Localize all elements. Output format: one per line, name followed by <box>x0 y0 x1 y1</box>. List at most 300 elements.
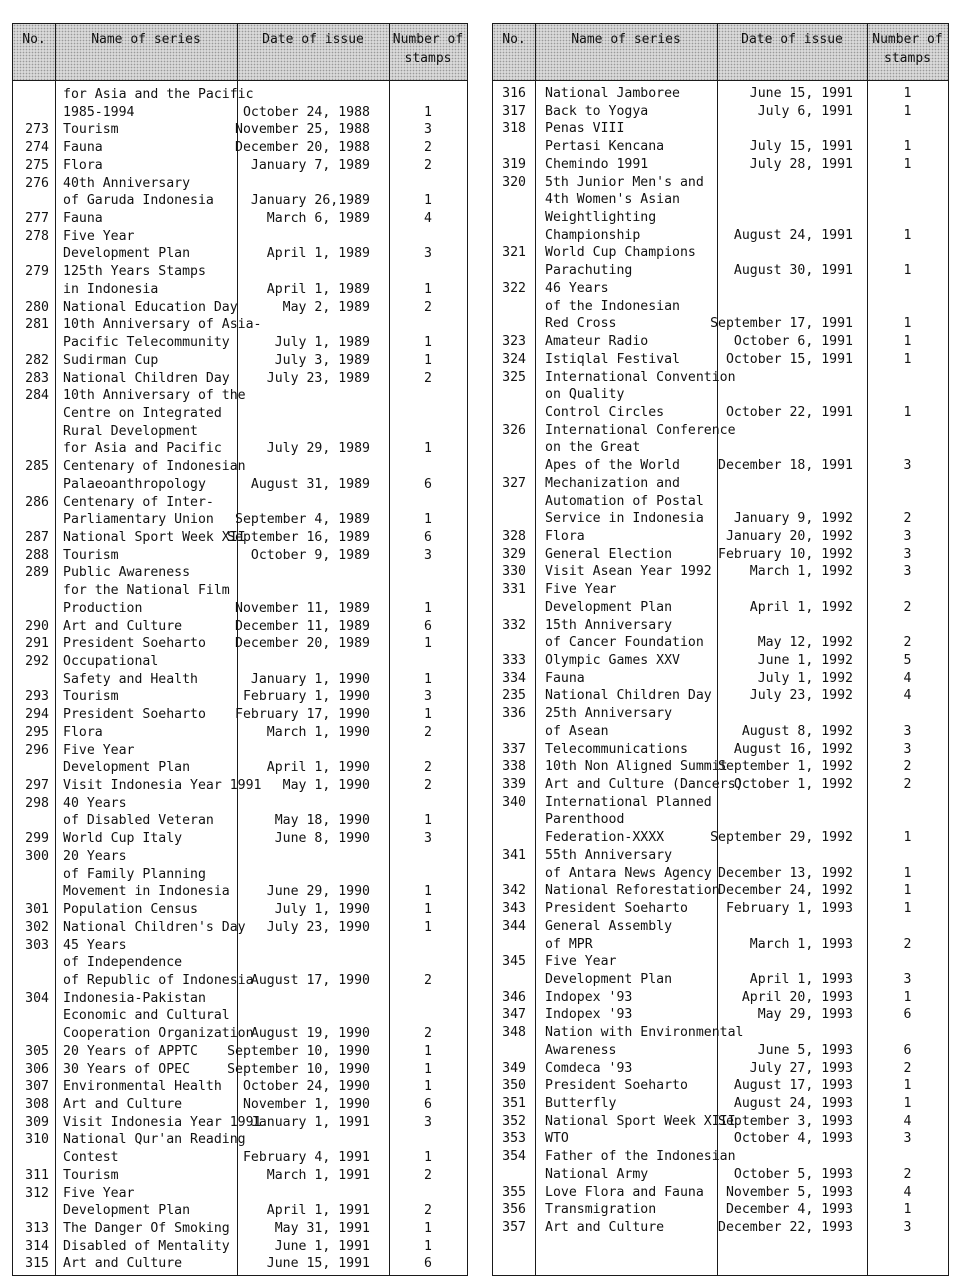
cell-stamp-count: 6 <box>424 529 432 545</box>
table-row <box>13 795 467 813</box>
table-row <box>13 600 467 618</box>
cell-number: 310 <box>25 1132 49 1148</box>
table-row <box>493 174 948 192</box>
cell-stamp-count: 2 <box>903 777 912 793</box>
table-row <box>13 423 467 441</box>
cell-stamp-count: 3 <box>424 246 432 262</box>
cell-series-name: on the Great <box>545 440 641 456</box>
cell-date-of-issue: April 1, 1989 <box>266 246 370 262</box>
cell-series-name: 25th Anniversary <box>545 706 673 722</box>
cell-date-of-issue: May 18, 1990 <box>274 813 370 829</box>
table-row <box>13 370 467 388</box>
cell-series-name: 10th Non Aligned Summit <box>545 759 728 775</box>
cell-date-of-issue: March 1, 1991 <box>266 1167 370 1183</box>
cell-stamp-count: 2 <box>424 760 432 776</box>
cell-date-of-issue: July 3, 1989 <box>274 352 370 368</box>
table-row <box>13 1114 467 1132</box>
cell-date-of-issue: July 6, 1991 <box>757 103 853 119</box>
table-row <box>493 1095 948 1113</box>
cell-date-of-issue: December 18, 1991 <box>718 458 853 474</box>
cell-series-name: National Army <box>545 1166 649 1182</box>
cell-date-of-issue: October 9, 1989 <box>250 547 370 563</box>
cell-stamp-count: 2 <box>424 778 432 794</box>
cell-number: 276 <box>25 175 49 191</box>
cell-series-name: Istiqlal Festival <box>545 351 680 367</box>
cell-date-of-issue: September 1, 1992 <box>718 759 853 775</box>
cell-stamp-count: 2 <box>903 936 912 952</box>
cell-series-name: National Children Day <box>63 370 230 386</box>
cell-number: 235 <box>502 688 526 704</box>
cell-stamp-count: 2 <box>424 1203 432 1219</box>
cell-date-of-issue: April 1, 1992 <box>749 599 853 615</box>
cell-number: 333 <box>502 653 526 668</box>
cell-date-of-issue: August 19, 1990 <box>250 1026 370 1042</box>
cell-series-name: Visit Indonesia Year 1991 <box>63 1114 262 1130</box>
cell-series-name: Development Plan <box>63 760 191 776</box>
cell-stamp-count: 3 <box>903 741 912 757</box>
cell-stamp-count: 1 <box>903 901 912 917</box>
cell-number: 301 <box>25 902 49 918</box>
cell-series-name: President Soeharto <box>63 636 206 652</box>
cell-date-of-issue: July 23, 1992 <box>749 688 853 704</box>
table-row <box>13 210 467 228</box>
cell-series-name: 10th Anniversary of the <box>63 388 246 404</box>
table-row <box>13 352 467 370</box>
cell-series-name: Development Plan <box>63 246 191 262</box>
cell-series-name: Flora <box>545 528 585 544</box>
cell-series-name: Safety and Health <box>63 671 198 687</box>
table-row <box>13 547 467 565</box>
cell-series-name: Fauna <box>545 670 585 686</box>
cell-series-name: Production <box>63 600 143 616</box>
cell-number: 299 <box>25 831 49 847</box>
cell-stamp-count: 1 <box>903 865 912 881</box>
cell-number: 325 <box>502 369 526 385</box>
cell-number: 317 <box>502 103 526 119</box>
table-row <box>13 688 467 706</box>
cell-number: 302 <box>25 919 49 935</box>
table-row <box>493 1024 948 1042</box>
cell-date-of-issue: September 4, 1989 <box>235 512 370 528</box>
table-row <box>13 1131 467 1149</box>
table-row <box>13 281 467 299</box>
cell-stamp-count: 1 <box>903 1078 912 1094</box>
cell-date-of-issue: December 13, 1992 <box>718 865 853 881</box>
cell-series-name: 45 Years <box>63 937 127 953</box>
cell-number: 330 <box>502 564 526 580</box>
cell-date-of-issue: July 1, 1992 <box>757 670 853 686</box>
cell-series-name: Visit Indonesia Year 1991 <box>63 778 262 794</box>
cell-series-name: National Children's Day <box>63 919 246 935</box>
cell-series-name: Centre on Integrated <box>63 405 222 421</box>
table-row <box>493 1042 948 1060</box>
cell-number: 306 <box>25 1061 49 1077</box>
table-row <box>13 1007 467 1025</box>
cell-stamp-count: 1 <box>903 351 912 367</box>
table-row <box>493 298 948 316</box>
header-no: No. <box>502 32 526 47</box>
cell-number: 279 <box>25 264 49 280</box>
table-row <box>493 209 948 227</box>
cell-number: 357 <box>502 1220 526 1235</box>
cell-date-of-issue: August 24, 1991 <box>733 227 853 243</box>
cell-series-name: Olympic Games XXV <box>545 653 680 668</box>
cell-series-name: Centenary of Inter- <box>63 494 214 510</box>
header-number-of-stamps: Number of stamps <box>872 32 943 66</box>
cell-series-name: Indopex '93 <box>545 989 633 1005</box>
cell-stamp-count: 3 <box>424 689 432 705</box>
cell-date-of-issue: July 27, 1993 <box>749 1060 853 1076</box>
cell-stamp-count: 1 <box>903 139 912 155</box>
cell-stamp-count: 2 <box>903 511 912 527</box>
cell-number: 305 <box>25 1043 49 1059</box>
table-row <box>13 175 467 193</box>
table-row <box>13 299 467 317</box>
cell-stamp-count: 2 <box>424 1167 432 1183</box>
cell-stamp-count: 1 <box>424 1150 432 1166</box>
cell-series-name: of Cancer Foundation <box>545 635 704 651</box>
cell-number: 344 <box>502 918 526 934</box>
cell-series-name: Butterfly <box>545 1095 617 1111</box>
cell-date-of-issue: August 31, 1989 <box>250 476 370 492</box>
cell-stamp-count: 1 <box>903 263 912 279</box>
table-row <box>13 334 467 352</box>
table-row <box>493 1077 948 1095</box>
cell-series-name: 15th Anniversary <box>545 617 673 633</box>
cell-series-name: Five Year <box>63 1185 135 1201</box>
table-row <box>493 989 948 1007</box>
cell-date-of-issue: March 1, 1990 <box>266 724 370 740</box>
table-row <box>493 953 948 971</box>
cell-date-of-issue: December 20, 1989 <box>235 636 370 652</box>
cell-date-of-issue: August 30, 1991 <box>733 263 853 279</box>
cell-stamp-count: 1 <box>903 156 912 172</box>
table-row <box>493 971 948 989</box>
cell-stamp-count: 1 <box>903 1095 912 1111</box>
table-row <box>493 333 948 351</box>
cell-series-name: Art and Culture <box>63 1096 183 1112</box>
cell-series-name: Parachuting <box>545 263 633 279</box>
cell-stamp-count: 3 <box>424 1114 432 1130</box>
cell-series-name: 4th Women's Asian <box>545 192 680 208</box>
cell-date-of-issue: January 20, 1992 <box>725 528 853 544</box>
table-row <box>493 741 948 759</box>
cell-stamp-count: 3 <box>903 458 912 474</box>
cell-stamp-count: 5 <box>903 653 912 668</box>
cell-series-name: 5th Junior Men's and <box>545 174 704 190</box>
cell-series-name: of Antara News Agency <box>545 865 712 881</box>
cell-date-of-issue: April 20, 1993 <box>741 989 853 1005</box>
cell-number: 355 <box>502 1184 526 1200</box>
cell-series-name: Fauna <box>63 140 103 156</box>
table-row <box>493 882 948 900</box>
cell-series-name: 40 Years <box>63 795 127 811</box>
cell-date-of-issue: February 10, 1992 <box>718 546 853 562</box>
cell-series-name: Tourism <box>63 689 119 705</box>
cell-number: 323 <box>502 334 526 350</box>
header-date-of-issue: Date of issue <box>741 32 843 47</box>
cell-number: 338 <box>502 759 526 775</box>
cell-date-of-issue: December 24, 1992 <box>718 883 853 899</box>
cell-series-name: Development Plan <box>63 1203 191 1219</box>
table-row <box>493 936 948 954</box>
cell-series-name: Parliamentary Union <box>63 512 214 528</box>
cell-date-of-issue: October 22, 1991 <box>725 404 853 420</box>
cell-number: 351 <box>502 1095 526 1111</box>
cell-stamp-count: 1 <box>424 671 432 687</box>
cell-date-of-issue: August 24, 1993 <box>733 1095 853 1111</box>
cell-date-of-issue: June 1, 1992 <box>757 653 853 668</box>
cell-series-name: Indonesia-Pakistan <box>63 990 206 1006</box>
cell-series-name: 1985-1994 <box>63 104 135 120</box>
cell-series-name: in Indonesia <box>63 281 159 297</box>
table-row <box>13 1238 467 1256</box>
cell-number: 307 <box>25 1079 49 1095</box>
table-row <box>493 510 948 528</box>
cell-number: 336 <box>502 706 526 722</box>
table-row <box>13 1255 467 1273</box>
cell-number: 292 <box>25 654 49 669</box>
table-row <box>493 794 948 812</box>
cell-date-of-issue: June 8, 1990 <box>274 831 370 847</box>
cell-series-name: World Cup Italy <box>63 831 183 847</box>
cell-series-name: Five Year <box>545 582 617 598</box>
cell-number: 343 <box>502 901 526 917</box>
cell-number: 280 <box>25 299 49 315</box>
cell-date-of-issue: September 10, 1990 <box>227 1061 370 1077</box>
cell-date-of-issue: December 11, 1989 <box>235 618 370 634</box>
cell-series-name: for Asia and the Pacific <box>63 87 254 102</box>
table-row <box>13 954 467 972</box>
cell-date-of-issue: September 29, 1992 <box>710 830 853 846</box>
cell-date-of-issue: October 15, 1991 <box>725 351 853 367</box>
cell-date-of-issue: January 7, 1989 <box>250 157 370 173</box>
cell-date-of-issue: May 29, 1993 <box>757 1007 853 1023</box>
cell-number: 312 <box>25 1185 49 1201</box>
cell-stamp-count: 6 <box>424 1256 432 1272</box>
cell-number: 329 <box>502 546 526 562</box>
cell-series-name: Population Census <box>63 902 198 918</box>
cell-date-of-issue: September 3, 1993 <box>718 1113 853 1129</box>
cell-number: 340 <box>502 794 526 810</box>
cell-date-of-issue: September 16, 1989 <box>227 529 370 545</box>
table-row <box>493 599 948 617</box>
cell-series-name: World Cup Champions <box>545 245 696 261</box>
cell-stamp-count: 3 <box>903 564 912 580</box>
cell-series-name: Contest <box>63 1150 119 1166</box>
cell-series-name: of Republic of Indonesia <box>63 972 254 988</box>
table-row <box>493 457 948 475</box>
cell-stamp-count: 1 <box>903 883 912 899</box>
table-row <box>493 351 948 369</box>
cell-stamp-count: 4 <box>424 211 432 227</box>
cell-stamp-count: 1 <box>424 1221 432 1236</box>
stamp-series-table-right <box>492 23 949 1276</box>
cell-number: 318 <box>502 121 526 137</box>
cell-date-of-issue: October 6, 1991 <box>733 334 853 350</box>
cell-series-name: 10th Anniversary of Asia- <box>63 317 262 333</box>
cell-stamp-count: 3 <box>903 723 912 739</box>
cell-series-name: Art and Culture <box>545 1220 665 1235</box>
cell-date-of-issue: October 5, 1993 <box>733 1166 853 1182</box>
table-row <box>493 652 948 670</box>
cell-number: 316 <box>502 86 526 101</box>
cell-date-of-issue: March 1, 1993 <box>749 936 853 952</box>
table-row <box>493 422 948 440</box>
table-row <box>13 1043 467 1061</box>
cell-date-of-issue: July 1, 1990 <box>274 902 370 918</box>
cell-series-name: Rural Development <box>63 423 198 439</box>
table-row <box>13 901 467 919</box>
cell-stamp-count: 6 <box>903 1007 912 1023</box>
cell-date-of-issue: November 1, 1990 <box>242 1096 370 1112</box>
cell-series-name: 40th Anniversary <box>63 175 191 191</box>
cell-stamp-count: 1 <box>903 1202 912 1218</box>
table-row <box>493 369 948 387</box>
cell-number: 285 <box>25 459 49 475</box>
table-row <box>13 1025 467 1043</box>
table-row <box>13 228 467 246</box>
cell-number: 315 <box>25 1256 49 1272</box>
header-date-of-issue: Date of issue <box>262 32 364 47</box>
cell-date-of-issue: July 23, 1989 <box>266 370 370 386</box>
cell-number: 356 <box>502 1202 526 1218</box>
table-row <box>493 705 948 723</box>
cell-stamp-count: 2 <box>903 759 912 775</box>
cell-series-name: Five Year <box>63 742 135 758</box>
cell-number: 294 <box>25 707 49 723</box>
cell-number: 321 <box>502 245 526 261</box>
table-body <box>13 86 467 1273</box>
cell-number: 283 <box>25 370 49 386</box>
cell-series-name: Pacific Telecommunity <box>63 335 230 351</box>
cell-number: 282 <box>25 352 49 368</box>
cell-stamp-count: 2 <box>424 299 432 315</box>
cell-series-name: Art and Culture <box>63 618 183 634</box>
cell-stamp-count: 4 <box>903 688 912 704</box>
cell-date-of-issue: September 17, 1991 <box>710 316 853 332</box>
table-row <box>493 244 948 262</box>
cell-number: 311 <box>25 1167 49 1183</box>
cell-number: 278 <box>25 228 49 244</box>
cell-number: 326 <box>502 422 526 438</box>
cell-series-name: of MPR <box>545 936 593 952</box>
cell-stamp-count: 2 <box>903 1166 912 1182</box>
cell-date-of-issue: July 1, 1989 <box>274 335 370 351</box>
table-row <box>13 972 467 990</box>
cell-date-of-issue: May 12, 1992 <box>757 635 853 651</box>
cell-series-name: President Soeharto <box>545 1078 688 1094</box>
cell-stamp-count: 1 <box>424 707 432 723</box>
cell-series-name: Mechanization and <box>545 475 680 491</box>
cell-stamp-count: 2 <box>424 972 432 988</box>
cell-series-name: Centenary of Indonesian <box>63 459 246 475</box>
cell-series-name: Tourism <box>63 122 119 138</box>
table-row <box>493 475 948 493</box>
table-row <box>13 440 467 458</box>
cell-stamp-count: 2 <box>424 140 432 156</box>
cell-number: 322 <box>502 280 526 296</box>
cell-series-name: Occupational <box>63 654 159 669</box>
table-row <box>13 1096 467 1114</box>
cell-stamp-count: 1 <box>424 352 432 368</box>
cell-date-of-issue: February 1, 1990 <box>242 689 370 705</box>
cell-number: 341 <box>502 847 526 863</box>
cell-number: 331 <box>502 582 526 598</box>
table-row <box>13 759 467 777</box>
table-row <box>13 724 467 742</box>
cell-date-of-issue: November 5, 1993 <box>725 1184 853 1200</box>
cell-number: 350 <box>502 1078 526 1094</box>
table-row <box>493 280 948 298</box>
cell-stamp-count: 1 <box>903 989 912 1005</box>
cell-date-of-issue: July 29, 1989 <box>266 441 370 457</box>
cell-series-name: National Qur'an Reading <box>63 1132 246 1148</box>
cell-date-of-issue: November 25, 1988 <box>235 122 370 138</box>
cell-stamp-count: 1 <box>424 1079 432 1095</box>
table-row <box>13 706 467 724</box>
table-row <box>493 811 948 829</box>
cell-stamp-count: 3 <box>424 547 432 563</box>
cell-date-of-issue: June 5, 1993 <box>757 1042 853 1058</box>
table-row <box>493 563 948 581</box>
cell-stamp-count: 1 <box>424 441 432 457</box>
cell-series-name: Telecommunications <box>545 741 688 757</box>
table-row <box>493 865 948 883</box>
table-row <box>13 458 467 476</box>
cell-stamp-count: 1 <box>424 193 432 209</box>
cell-number: 352 <box>502 1113 526 1129</box>
cell-stamp-count: 1 <box>424 813 432 829</box>
cell-series-name: Five Year <box>63 228 135 244</box>
table-row <box>493 847 948 865</box>
cell-stamp-count: 4 <box>903 670 912 686</box>
cell-series-name: Visit Asean Year 1992 <box>545 564 712 580</box>
cell-stamp-count: 1 <box>424 104 432 120</box>
cell-series-name: Comdeca '93 <box>545 1060 633 1076</box>
cell-date-of-issue: May 31, 1991 <box>274 1221 370 1236</box>
cell-number: 295 <box>25 724 49 740</box>
cell-date-of-issue: December 22, 1993 <box>718 1220 853 1235</box>
cell-series-name: Indopex '93 <box>545 1007 633 1023</box>
cell-stamp-count: 3 <box>424 122 432 138</box>
table-row <box>493 776 948 794</box>
cell-series-name: Chemindo 1991 <box>545 156 649 172</box>
cell-number: 286 <box>25 494 49 510</box>
table-row <box>493 103 948 121</box>
table-row <box>13 618 467 636</box>
cell-number: 308 <box>25 1096 49 1112</box>
cell-date-of-issue: October 1, 1992 <box>733 777 853 793</box>
cell-date-of-issue: March 1, 1992 <box>749 564 853 580</box>
table-row <box>493 918 948 936</box>
cell-stamp-count: 1 <box>424 1043 432 1059</box>
table-row <box>13 812 467 830</box>
table-row <box>13 671 467 689</box>
cell-series-name: of Independence <box>63 955 183 971</box>
cell-stamp-count: 1 <box>903 227 912 243</box>
table-row <box>13 919 467 937</box>
table-row <box>13 1061 467 1079</box>
cell-date-of-issue: June 29, 1990 <box>266 884 370 900</box>
cell-number: 287 <box>25 529 49 545</box>
cell-series-name: Tourism <box>63 1167 119 1183</box>
cell-stamp-count: 2 <box>903 1060 912 1076</box>
cell-date-of-issue: January 9, 1992 <box>733 511 853 527</box>
cell-stamp-count: 6 <box>424 1096 432 1112</box>
table-row <box>493 1184 948 1202</box>
cell-date-of-issue: July 28, 1991 <box>749 156 853 172</box>
